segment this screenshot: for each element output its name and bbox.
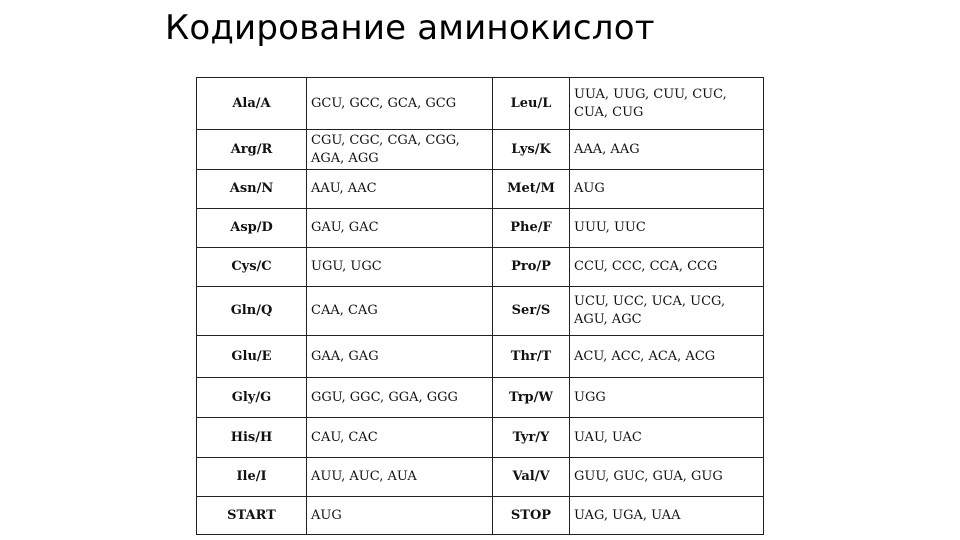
- codons-cell: CAU, CAC: [307, 418, 493, 458]
- codon-table-body: [197, 78, 764, 535]
- codons-cell: CGU, CGC, CGA, CGG, AGA, AGG: [307, 130, 493, 170]
- codons-cell: GCU, GCC, GCA, GCG: [307, 78, 493, 130]
- codons-cell: UGG: [570, 378, 764, 418]
- amino-acid-cell: Trp/W: [493, 378, 570, 418]
- codons-cell: CCU, CCC, CCA, CCG: [570, 248, 764, 287]
- codons-cell: GAU, GAC: [307, 209, 493, 248]
- amino-acid-cell: Lys/K: [493, 130, 570, 170]
- codons-cell: AUG: [307, 497, 493, 535]
- table-row: [197, 497, 764, 535]
- codons-cell: UAU, UAC: [570, 418, 764, 458]
- codons-cell: UCU, UCC, UCA, UCG, AGU, AGC: [570, 287, 764, 336]
- codons-cell: UGU, UGC: [307, 248, 493, 287]
- amino-acid-cell: Gln/Q: [197, 287, 307, 336]
- codons-cell: GGU, GGC, GGA, GGG: [307, 378, 493, 418]
- table-row: [197, 418, 764, 458]
- table-row: [197, 248, 764, 287]
- table-row: [197, 287, 764, 336]
- codons-cell: AAA, AAG: [570, 130, 764, 170]
- codons-cell: ACU, ACC, ACA, ACG: [570, 336, 764, 378]
- amino-acid-cell: Cys/C: [197, 248, 307, 287]
- amino-acid-cell: Met/M: [493, 170, 570, 209]
- amino-acid-cell: Gly/G: [197, 378, 307, 418]
- amino-acid-cell: Thr/T: [493, 336, 570, 378]
- table-row: [197, 170, 764, 209]
- amino-acid-cell: START: [197, 497, 307, 535]
- codons-cell: AUU, AUC, AUA: [307, 458, 493, 497]
- codons-cell: AUG: [570, 170, 764, 209]
- amino-acid-cell: Ile/I: [197, 458, 307, 497]
- amino-acid-cell: Arg/R: [197, 130, 307, 170]
- table-row: [197, 130, 764, 170]
- amino-acid-cell: Asn/N: [197, 170, 307, 209]
- codons-cell: UUU, UUC: [570, 209, 764, 248]
- codon-table: [196, 77, 764, 535]
- codons-cell: GAA, GAG: [307, 336, 493, 378]
- amino-acid-cell: Ala/A: [197, 78, 307, 130]
- table-row: [197, 378, 764, 418]
- amino-acid-cell: His/H: [197, 418, 307, 458]
- amino-acid-cell: Phe/F: [493, 209, 570, 248]
- amino-acid-cell: STOP: [493, 497, 570, 535]
- codons-cell: CAA, CAG: [307, 287, 493, 336]
- amino-acid-cell: Leu/L: [493, 78, 570, 130]
- amino-acid-cell: Glu/E: [197, 336, 307, 378]
- codons-cell: UUA, UUG, CUU, CUC, CUA, CUG: [570, 78, 764, 130]
- table-row: [197, 458, 764, 497]
- amino-acid-cell: Asp/D: [197, 209, 307, 248]
- amino-acid-cell: Pro/P: [493, 248, 570, 287]
- codons-cell: GUU, GUC, GUA, GUG: [570, 458, 764, 497]
- table-row: [197, 78, 764, 130]
- amino-acid-cell: Ser/S: [493, 287, 570, 336]
- codons-cell: UAG, UGA, UAA: [570, 497, 764, 535]
- page-title: Кодирование аминокислот: [165, 8, 655, 48]
- table-row: [197, 209, 764, 248]
- amino-acid-cell: Val/V: [493, 458, 570, 497]
- amino-acid-cell: Tyr/Y: [493, 418, 570, 458]
- table-row: [197, 336, 764, 378]
- codons-cell: AAU, AAC: [307, 170, 493, 209]
